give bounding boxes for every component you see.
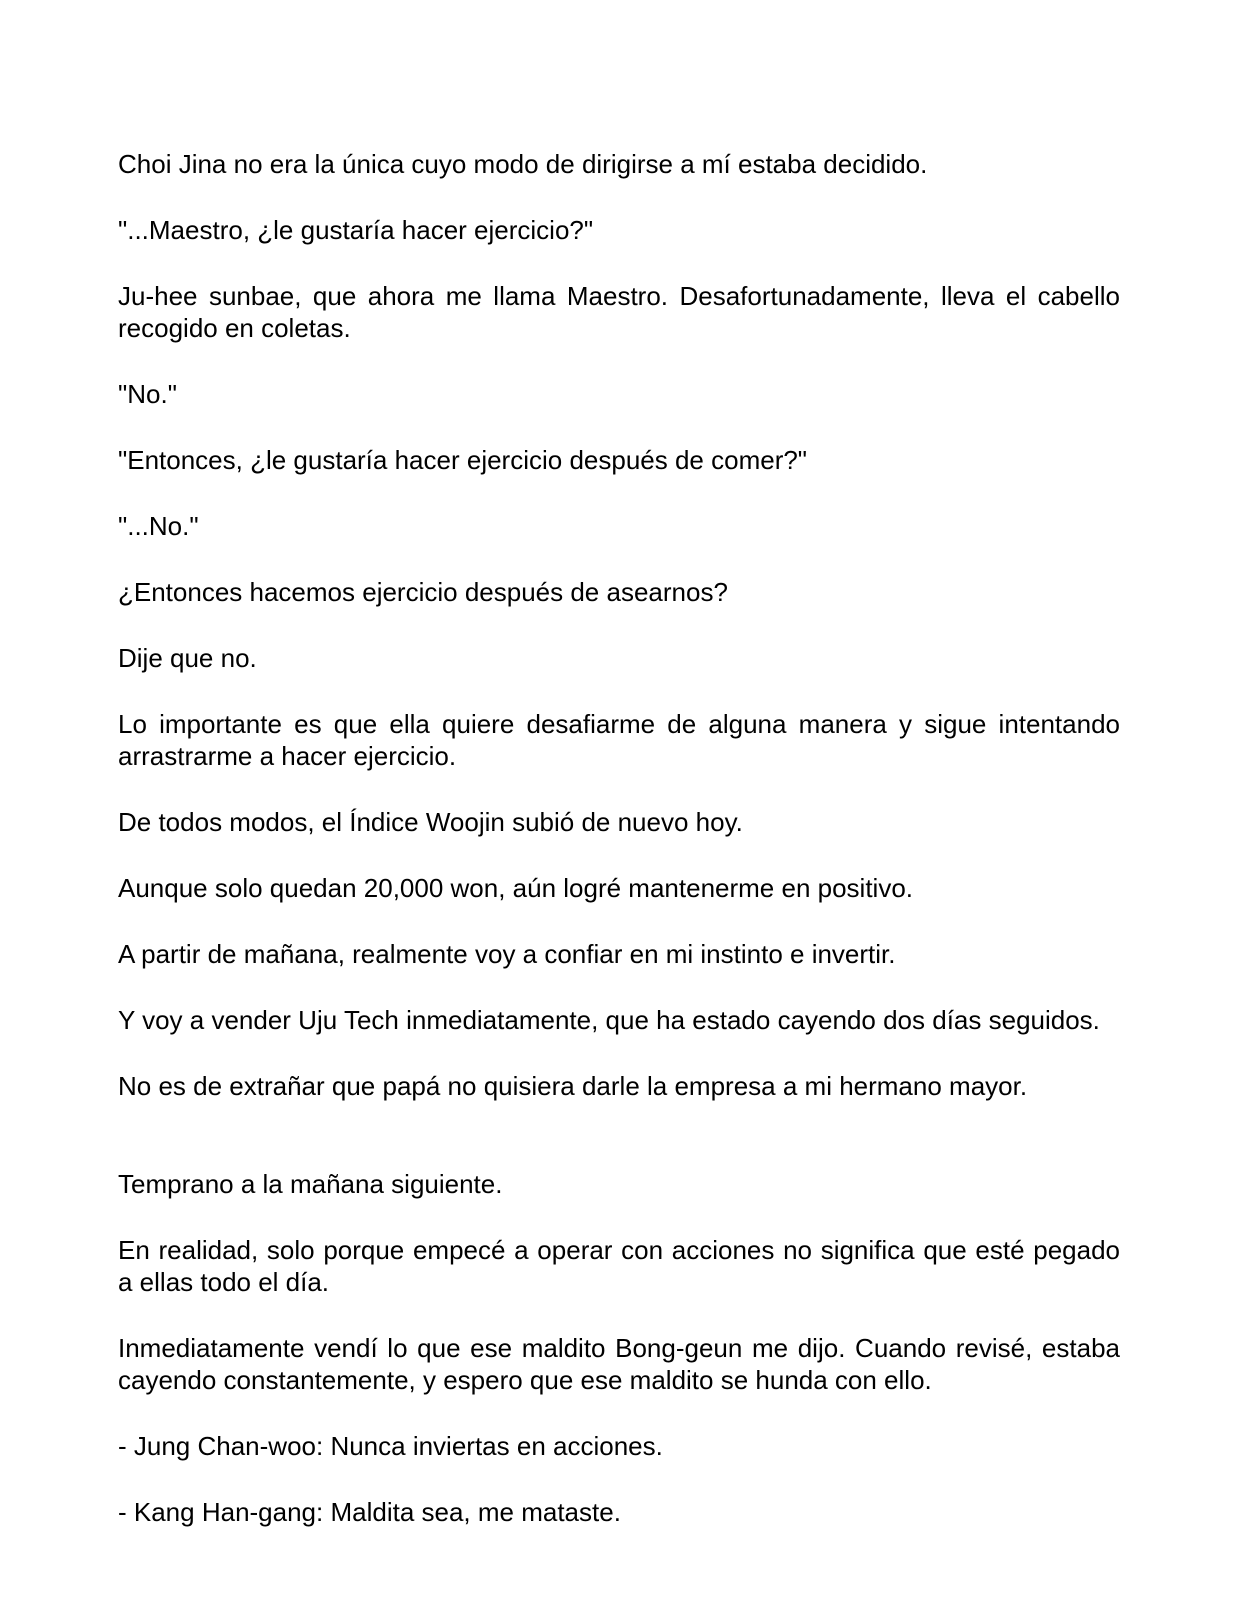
paragraph: No es de extrañar que papá no quisiera darle la empresa a mi hermano mayor. — [118, 1071, 1028, 1101]
chat-line: - Jung Chan-woo: Nunca inviertas en acciones. — [118, 1431, 663, 1461]
paragraph: Lo importante es que ella quiere desafiarme de alguna manera y sigue intentando arrastrarme a hacer ejercicio. — [118, 709, 1120, 771]
dialogue-line: "...Maestro, ¿le gustaría hacer ejercicio?" — [118, 215, 594, 245]
paragraph: Y voy a vender Uju Tech inmediatamente, que ha estado cayendo dos días seguidos. — [118, 1005, 1100, 1035]
paragraph: Ju-hee sunbae, que ahora me llama Maestro. Desafortunadamente, lleva el cabello recogido en coletas. — [118, 281, 1120, 343]
paragraph: Dije que no. — [118, 643, 257, 673]
dialogue-line: "Entonces, ¿le gustaría hacer ejercicio después de comer?" — [118, 445, 808, 475]
dialogue-line: "No." — [118, 379, 177, 409]
paragraph: Temprano a la mañana siguiente. — [118, 1169, 503, 1199]
document-body — [118, 148, 1120, 1528]
paragraph: Aunque solo quedan 20,000 won, aún logré mantenerme en positivo. — [118, 873, 914, 903]
chat-line: - Kang Han-gang: Maldita sea, me mataste. — [118, 1497, 621, 1527]
paragraph: Inmediatamente vendí lo que ese maldito Bong-geun me dijo. Cuando revisé, estaba cayendo constantemente, y espero que ese maldito se hunda con ello. — [118, 1333, 1120, 1395]
paragraph: A partir de mañana, realmente voy a confiar en mi instinto e invertir. — [118, 939, 896, 969]
paragraph: Choi Jina no era la única cuyo modo de dirigirse a mí estaba decidido. — [118, 149, 928, 179]
paragraph: En realidad, solo porque empecé a operar con acciones no significa que esté pegado a ellas todo el día. — [118, 1235, 1120, 1297]
paragraph: De todos modos, el Índice Woojin subió de nuevo hoy. — [118, 807, 743, 837]
paragraph: ¿Entonces hacemos ejercicio después de asearnos? — [118, 577, 728, 607]
dialogue-line: "...No." — [118, 511, 199, 541]
